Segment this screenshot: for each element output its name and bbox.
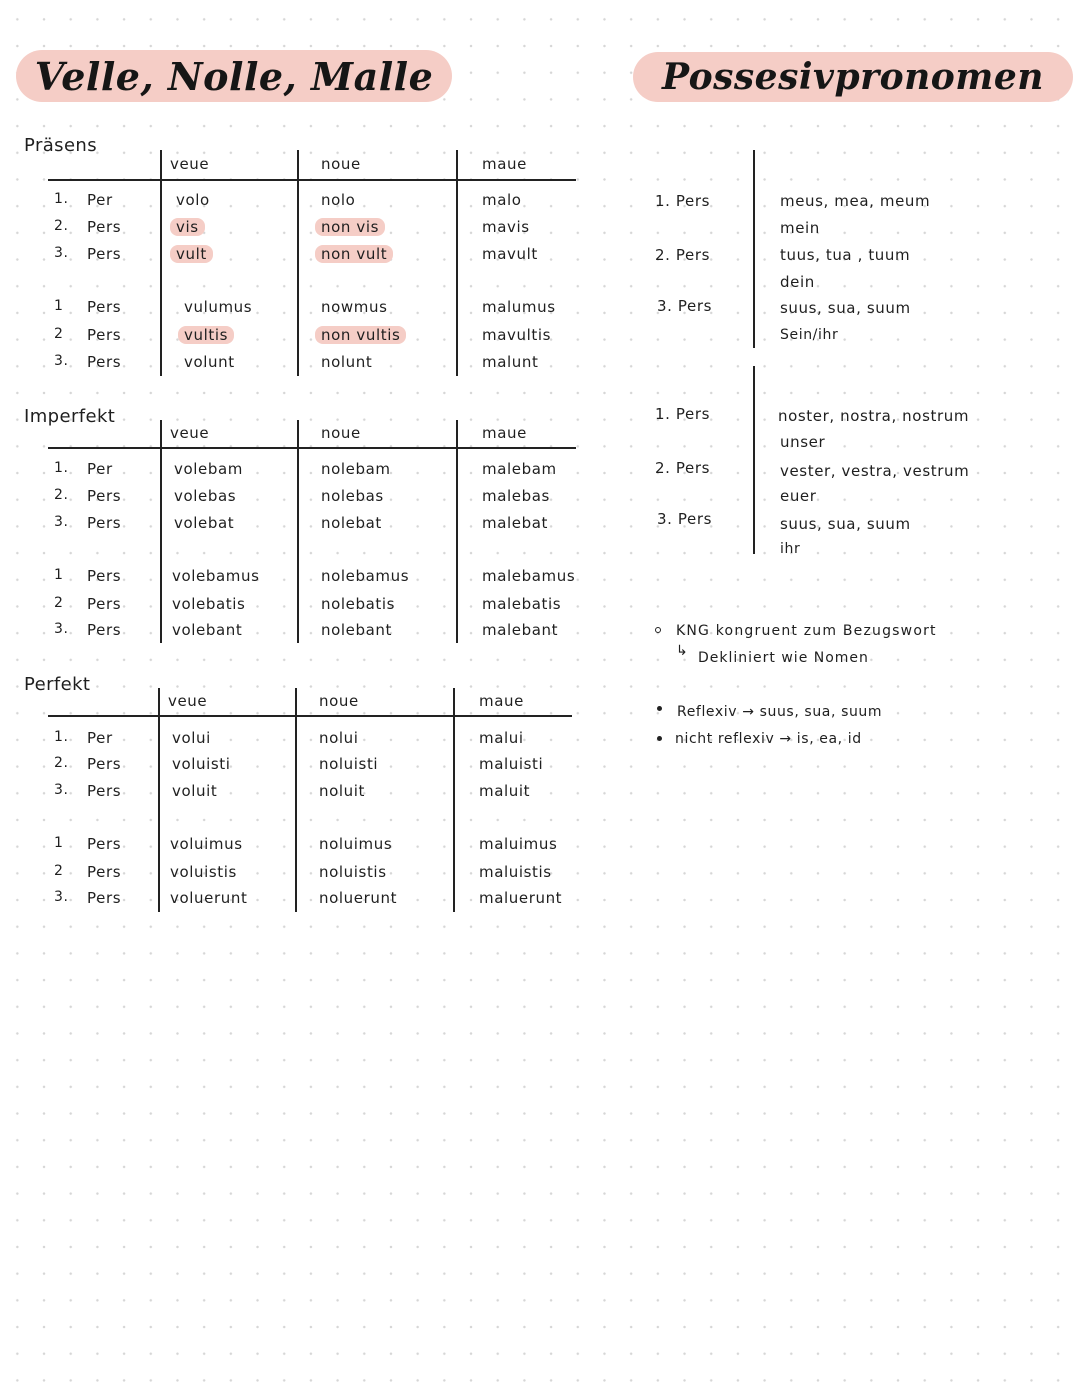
cell-malle [479,863,552,881]
note-reflexiv: Reflexiv → suus, sua, suum [677,704,883,720]
cell-velle-text: volui [172,729,211,747]
cell-malle-text: malebat [482,514,548,532]
cell-velle-text: volebatis [172,595,246,613]
note-dekliniert: Dekliniert wie Nomen [698,650,869,666]
possessiv-pl-1-forms: noster, nostra, nostrum [778,407,970,425]
cell-malle [479,782,530,800]
row-number: 3. [54,514,69,530]
cell-nolle-text: noluit [319,782,366,800]
cell-malle [482,218,530,236]
table-column-divider [456,150,458,376]
cell-malle [482,460,557,478]
row-person: Pers [87,567,122,585]
table-column-divider [158,688,160,912]
cell-velle-text: volebamus [172,567,260,585]
cell-velle [170,889,247,907]
possessiv-sg-3-forms: suus, sua, suum [780,299,911,317]
column-header-velle: veue [168,692,208,710]
title-banner-right [633,52,1073,102]
column-header-malle: maue [479,692,524,710]
row-number: 1 [54,298,64,314]
possessiv-pl-2-forms: vester, vestra, vestrum [780,462,970,480]
table-header-rule [48,715,572,717]
column-header-nolle: noue [319,692,359,710]
cell-nolle-text: nolebatis [321,595,396,613]
arrow-return-icon: ↳ [676,643,689,659]
cell-velle-text: voluisti [172,755,231,773]
cell-nolle-text: nolebamus [321,567,410,585]
cell-velle-text: volebas [174,487,237,505]
cell-velle [172,595,245,613]
row-number: 2 [54,326,64,342]
cell-velle-text: vultis [178,326,234,344]
cell-nolle-text: nolebas [321,487,384,505]
cell-nolle [321,567,409,585]
cell-velle [174,514,234,532]
cell-nolle-text: non vult [315,245,393,263]
column-header-velle: veue [170,155,210,173]
cell-nolle [321,298,388,316]
row-number: 1 [54,567,64,583]
cell-nolle [321,460,391,478]
possessiv-sg-3-label: 3. Pers [657,297,713,315]
row-person: Per [87,191,113,209]
cell-nolle-text: non vis [315,218,385,236]
note-nicht-reflexiv: nicht reflexiv → is, ea, id [675,731,862,747]
row-number: 1 [54,835,64,851]
cell-nolle-text: nowmus [321,298,388,316]
section-label-imperfekt: Imperfekt [24,406,116,427]
cell-nolle [321,245,393,263]
row-person: Per [87,460,113,478]
cell-malle-text: mavult [482,245,538,263]
cell-malle-text: malebam [482,460,557,478]
note-kng: KNG kongruent zum Bezugswort [676,623,937,639]
cell-malle [482,326,551,344]
row-person: Pers [87,835,122,853]
table-column-divider [295,688,297,912]
cell-nolle-text: non vultis [315,326,406,344]
cell-malle [482,595,561,613]
row-person: Pers [87,353,122,371]
cell-velle-text: vult [170,245,213,263]
cell-velle [172,729,211,747]
column-header-velle: veue [170,424,210,442]
row-person: Pers [87,298,122,316]
cell-nolle-text: nolunt [321,353,373,371]
cell-malle-text: malui [479,729,524,747]
cell-malle-text: malebatis [482,595,562,613]
row-number: 2. [54,487,69,503]
cell-velle [172,567,260,585]
cell-nolle [321,621,392,639]
cell-velle-text: volunt [184,353,235,371]
cell-nolle-text: nolebant [321,621,392,639]
cell-nolle [319,889,397,907]
cell-malle-text: maluimus [479,835,558,853]
possessiv-sg-3-translation: Sein/ihr [780,327,839,343]
cell-nolle-text: noluerunt [319,889,398,907]
row-person: Pers [87,595,122,613]
cell-velle-text: volo [176,191,210,209]
possessiv-sg-1-forms: meus, mea, meum [780,192,931,210]
section-label-perfekt: Perfekt [24,674,91,695]
table-header-rule [48,179,576,181]
cell-malle [482,298,556,316]
possessiv-pl-3-forms: suus, sua, suum [780,515,911,533]
cell-malle [479,729,524,747]
cell-velle-text: voluit [172,782,218,800]
possessiv-sg-2-forms: tuus, tua , tuum [780,246,911,264]
table-header-rule [48,447,576,449]
row-number: 3. [54,621,69,637]
cell-nolle [319,835,392,853]
column-header-nolle: noue [321,424,361,442]
cell-malle-text: malunt [482,353,539,371]
cell-velle-text: volebam [174,460,243,478]
row-person: Pers [87,514,122,532]
cell-velle-text: voluistis [170,863,237,881]
row-person: Pers [87,218,122,236]
cell-nolle-text: noluisti [319,755,379,773]
cell-malle-text: malebamus [482,567,576,585]
row-person: Pers [87,487,122,505]
cell-nolle [321,353,372,371]
table-column-divider [297,420,299,643]
cell-velle [184,298,252,316]
cell-nolle [321,514,382,532]
cell-malle [482,353,538,371]
possessiv-sg-1-label: 1. Pers [655,192,711,210]
note-bullet-kng [655,627,661,633]
table-column-divider [456,420,458,643]
cell-malle [482,621,558,639]
possessiv-pl-1-translation: unser [780,433,826,451]
cell-malle-text: maluit [479,782,531,800]
note-bullet-nicht-reflexiv [657,736,662,741]
section-label-praesens: Präsens [24,135,98,156]
cell-malle [482,567,575,585]
cell-velle [170,863,237,881]
row-person: Pers [87,326,122,344]
column-header-malle: maue [482,424,527,442]
cell-velle [176,191,210,209]
cell-malle [479,755,543,773]
cell-malle-text: mavis [482,218,530,236]
possessiv-divider-singular [753,150,755,348]
cell-velle [184,353,235,371]
cell-malle-text: malebas [482,487,550,505]
cell-malle-text: malebant [482,621,559,639]
cell-velle [176,218,205,236]
cell-velle-text: volebat [174,514,235,532]
cell-nolle [319,863,387,881]
cell-malle-text: maluistis [479,863,552,881]
column-header-malle: maue [482,155,527,173]
cell-velle [174,460,243,478]
cell-nolle-text: noluimus [319,835,393,853]
row-person: Pers [87,245,122,263]
cell-nolle [321,595,395,613]
cell-nolle [319,729,359,747]
row-person: Pers [87,889,122,907]
row-number: 1. [54,191,69,207]
row-number: 3. [54,782,69,798]
cell-nolle-text: noluistis [319,863,387,881]
row-number: 2. [54,755,69,771]
cell-velle-text: voluimus [170,835,243,853]
table-column-divider [160,150,162,376]
cell-malle-text: maluisti [479,755,544,773]
row-number: 3. [54,245,69,261]
column-header-nolle: noue [321,155,361,173]
possessiv-pl-3-label: 3. Pers [657,510,713,528]
cell-velle [174,487,236,505]
title-banner-left [16,50,452,102]
cell-velle [176,245,213,263]
possessiv-pl-3-translation: ihr [780,541,801,557]
cell-nolle-text: nolo [321,191,356,209]
row-number: 2 [54,863,64,879]
cell-malle-text: maluerunt [479,889,563,907]
possessiv-pl-2-label: 2. Pers [655,459,711,477]
cell-nolle [319,782,365,800]
table-column-divider [297,150,299,376]
possessiv-divider-plural [753,366,755,554]
row-person: Pers [87,863,122,881]
cell-velle [170,835,243,853]
cell-malle [482,487,550,505]
possessiv-pl-1-label: 1. Pers [655,405,711,423]
cell-malle [482,514,548,532]
cell-malle-text: mavultis [482,326,552,344]
cell-nolle [319,755,378,773]
row-number: 1. [54,729,69,745]
cell-velle-text: volebant [172,621,243,639]
page-title-velle-nolle-malle: Velle, Nolle, Malle [34,53,434,99]
cell-nolle [321,218,385,236]
cell-nolle-text: nolui [319,729,359,747]
cell-malle-text: malumus [482,298,556,316]
cell-velle-text: voluerunt [170,889,248,907]
row-number: 2 [54,595,64,611]
cell-nolle [321,487,384,505]
cell-malle [482,191,522,209]
page-title-possessivpronomen: Possesivpronomen [662,56,1044,98]
cell-malle [482,245,538,263]
cell-nolle-text: nolebat [321,514,382,532]
row-person: Pers [87,782,122,800]
possessiv-sg-2-label: 2. Pers [655,246,711,264]
possessiv-sg-2-translation: dein [780,273,815,291]
cell-velle [184,326,234,344]
cell-velle [172,621,242,639]
cell-nolle [321,326,406,344]
row-person: Per [87,729,113,747]
row-person: Pers [87,755,122,773]
cell-velle-text: vulumus [184,298,253,316]
cell-nolle-text: nolebam [321,460,391,478]
cell-malle-text: malo [482,191,522,209]
row-number: 1. [54,460,69,476]
row-number: 2. [54,218,69,234]
possessiv-pl-2-translation: euer [780,487,817,505]
possessiv-sg-1-translation: mein [780,219,820,237]
table-column-divider [160,420,162,643]
cell-malle [479,889,562,907]
row-number: 3. [54,353,69,369]
cell-velle [172,755,231,773]
cell-velle-text: vis [170,218,205,236]
note-bullet-reflexiv [657,706,662,711]
cell-malle [479,835,557,853]
table-column-divider [453,688,455,912]
row-person: Pers [87,621,122,639]
cell-velle [172,782,217,800]
row-number: 3. [54,889,69,905]
cell-nolle [321,191,355,209]
